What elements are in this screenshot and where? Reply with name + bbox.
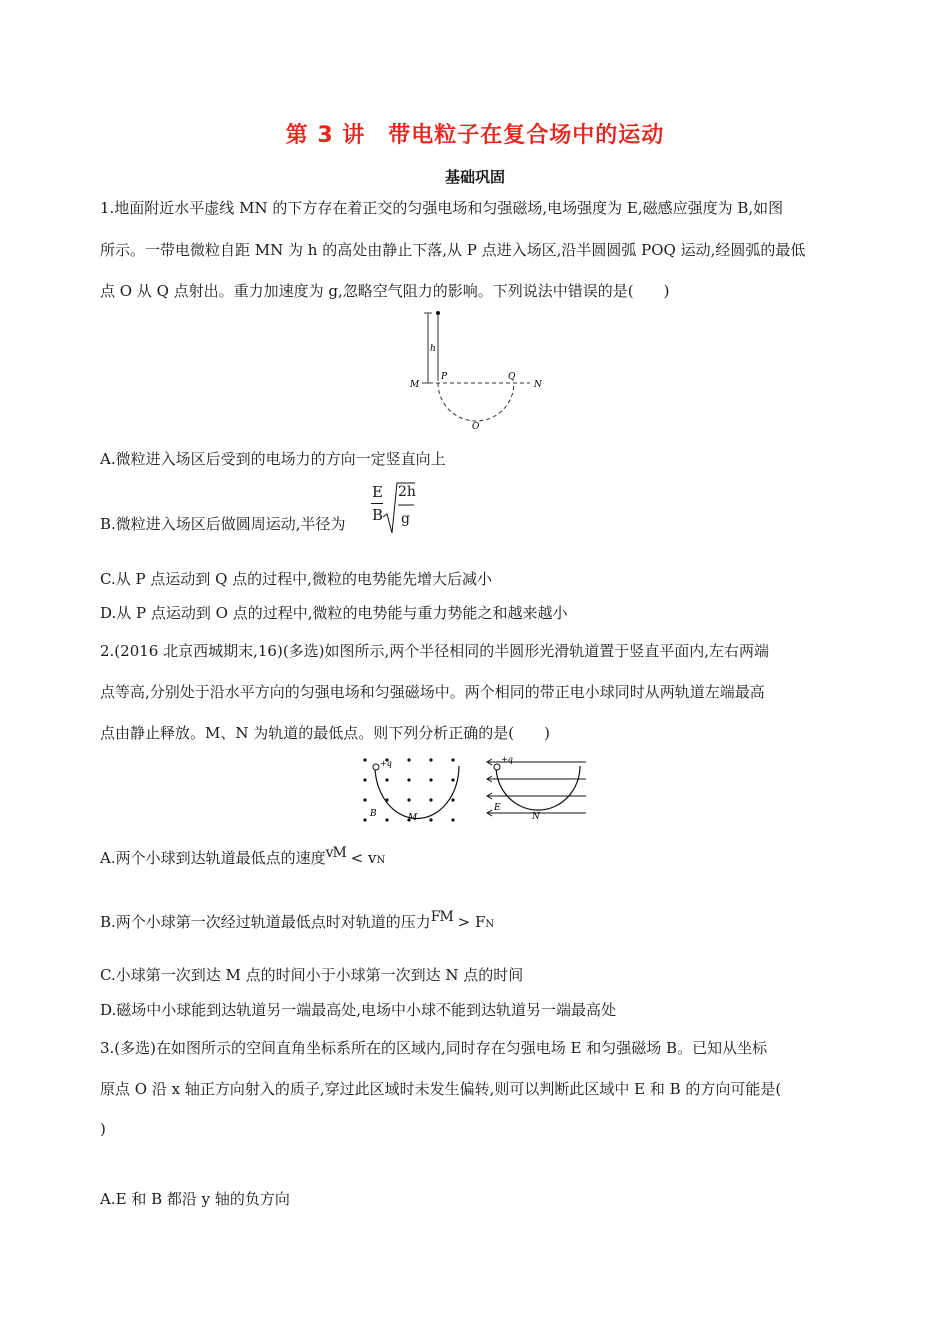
q1-label-n: N <box>534 380 542 390</box>
q2-option-a-sub: N <box>376 855 386 866</box>
q1-option-d: D.从 P 点运动到 O 点的过程中,微粒的电势能与重力势能之和越来越小 <box>100 604 568 622</box>
q1-stem-line-2: 所示。一带电微粒自距 MN 为 h 的高处由静止下落,从 P 点进入场区,沿半圆圆弧 POQ 运动,经圆弧的最低 <box>100 241 806 259</box>
q3-stem-line-2: 原点 O 沿 x 轴正方向射入的质子,穿过此区域时未发生偏转,则可以判断此区域中 E 和 B 的方向可能是( <box>100 1080 782 1098</box>
q2-label-n: N <box>532 812 540 822</box>
q2-option-b-tail: > F <box>457 913 486 931</box>
q1-stem-line-1: 1.地面附近水平虚线 MN 的下方存在着正交的匀强电场和匀强磁场,电场强度为 E,磁感应强度为 B,如图 <box>100 199 784 217</box>
q2-label-b: B <box>370 809 377 819</box>
q2-option-b-sub: N <box>485 919 495 930</box>
q3-option-a: A.E 和 B 都沿 y 轴的负方向 <box>100 1190 290 1208</box>
q1-stem-line-3: 点 O 从 Q 点射出。重力加速度为 g,忽略空气阻力的影响。下列说法中错误的是( ) <box>100 282 670 300</box>
q1-option-a: A.微粒进入场区后受到的电场力的方向一定竖直向上 <box>100 450 446 468</box>
formula-e: E <box>372 483 383 501</box>
q1-arc <box>438 383 514 421</box>
q1-label-o: O <box>472 422 480 430</box>
q2-left-charge: +q <box>380 759 392 768</box>
q1-label-q: Q <box>508 372 516 382</box>
q2-option-a-symbol: vM <box>325 845 346 861</box>
q2-option-a-tail: < v <box>350 849 377 867</box>
formula-denominator: g <box>401 511 410 527</box>
q2-right-charge: +q <box>501 755 513 764</box>
q2-left-track <box>375 766 459 819</box>
section-heading: 基础巩固 <box>444 168 505 186</box>
q2-label-e: E <box>494 803 501 813</box>
q1-label-p: P <box>441 372 448 382</box>
q2-right-track <box>496 766 580 810</box>
q2-stem-line-3: 点由静止释放。M、N 为轨道的最低点。则下列分析正确的是( ) <box>100 724 550 742</box>
q2-option-c: C.小球第一次到达 M 点的时间小于小球第一次到达 N 点的时间 <box>100 966 524 984</box>
q1-option-b: B.微粒进入场区后做圆周运动,半径为 <box>100 515 346 533</box>
q3-stem-line-3: ) <box>100 1120 106 1138</box>
q2-option-b-symbol: FM <box>430 909 453 925</box>
page-title: 第 3 讲 带电粒子在复合场中的运动 <box>285 123 665 148</box>
q1-radius-formula <box>368 481 418 537</box>
q2-right-ball <box>494 764 500 770</box>
q2-option-a <box>100 845 386 871</box>
q2-option-b <box>100 909 495 935</box>
q1-label-m: M <box>410 380 420 390</box>
q3-stem-line-1: 3.(多选)在如图所示的空间直角坐标系所在的区域内,同时存在匀强电场 E 和匀强磁场 B。已知从坐标 <box>100 1039 768 1057</box>
q2-option-b-text: B.两个小球第一次经过轨道最低点时对轨道的压力 <box>100 913 431 931</box>
q2-stem-line-1: 2.(2016 北京西城期末,16)(多选)如图所示,两个半径相同的半圆形光滑轨道置于竖直平面内,左右两端 <box>100 642 770 660</box>
q2-option-a-text: A.两个小球到达轨道最低点的速度 <box>100 849 326 867</box>
q1-figure <box>400 305 550 430</box>
formula-numerator: 2h <box>398 484 416 500</box>
q1-option-c: C.从 P 点运动到 Q 点的过程中,微粒的电势能先增大后减小 <box>100 570 492 588</box>
q2-label-m: M <box>408 813 418 823</box>
q2-option-d: D.磁场中小球能到达轨道另一端最高处,电场中小球不能到达轨道另一端最高处 <box>100 1001 617 1019</box>
q1-particle <box>436 311 440 315</box>
q1-label-h: h <box>430 344 436 354</box>
q2-figure <box>360 752 600 828</box>
q2-left-ball <box>373 764 379 770</box>
formula-b: B <box>372 506 384 524</box>
q2-stem-line-2: 点等高,分别处于沿水平方向的匀强电场和匀强磁场中。两个相同的带正电小球同时从两轨道左端最高 <box>100 683 765 701</box>
